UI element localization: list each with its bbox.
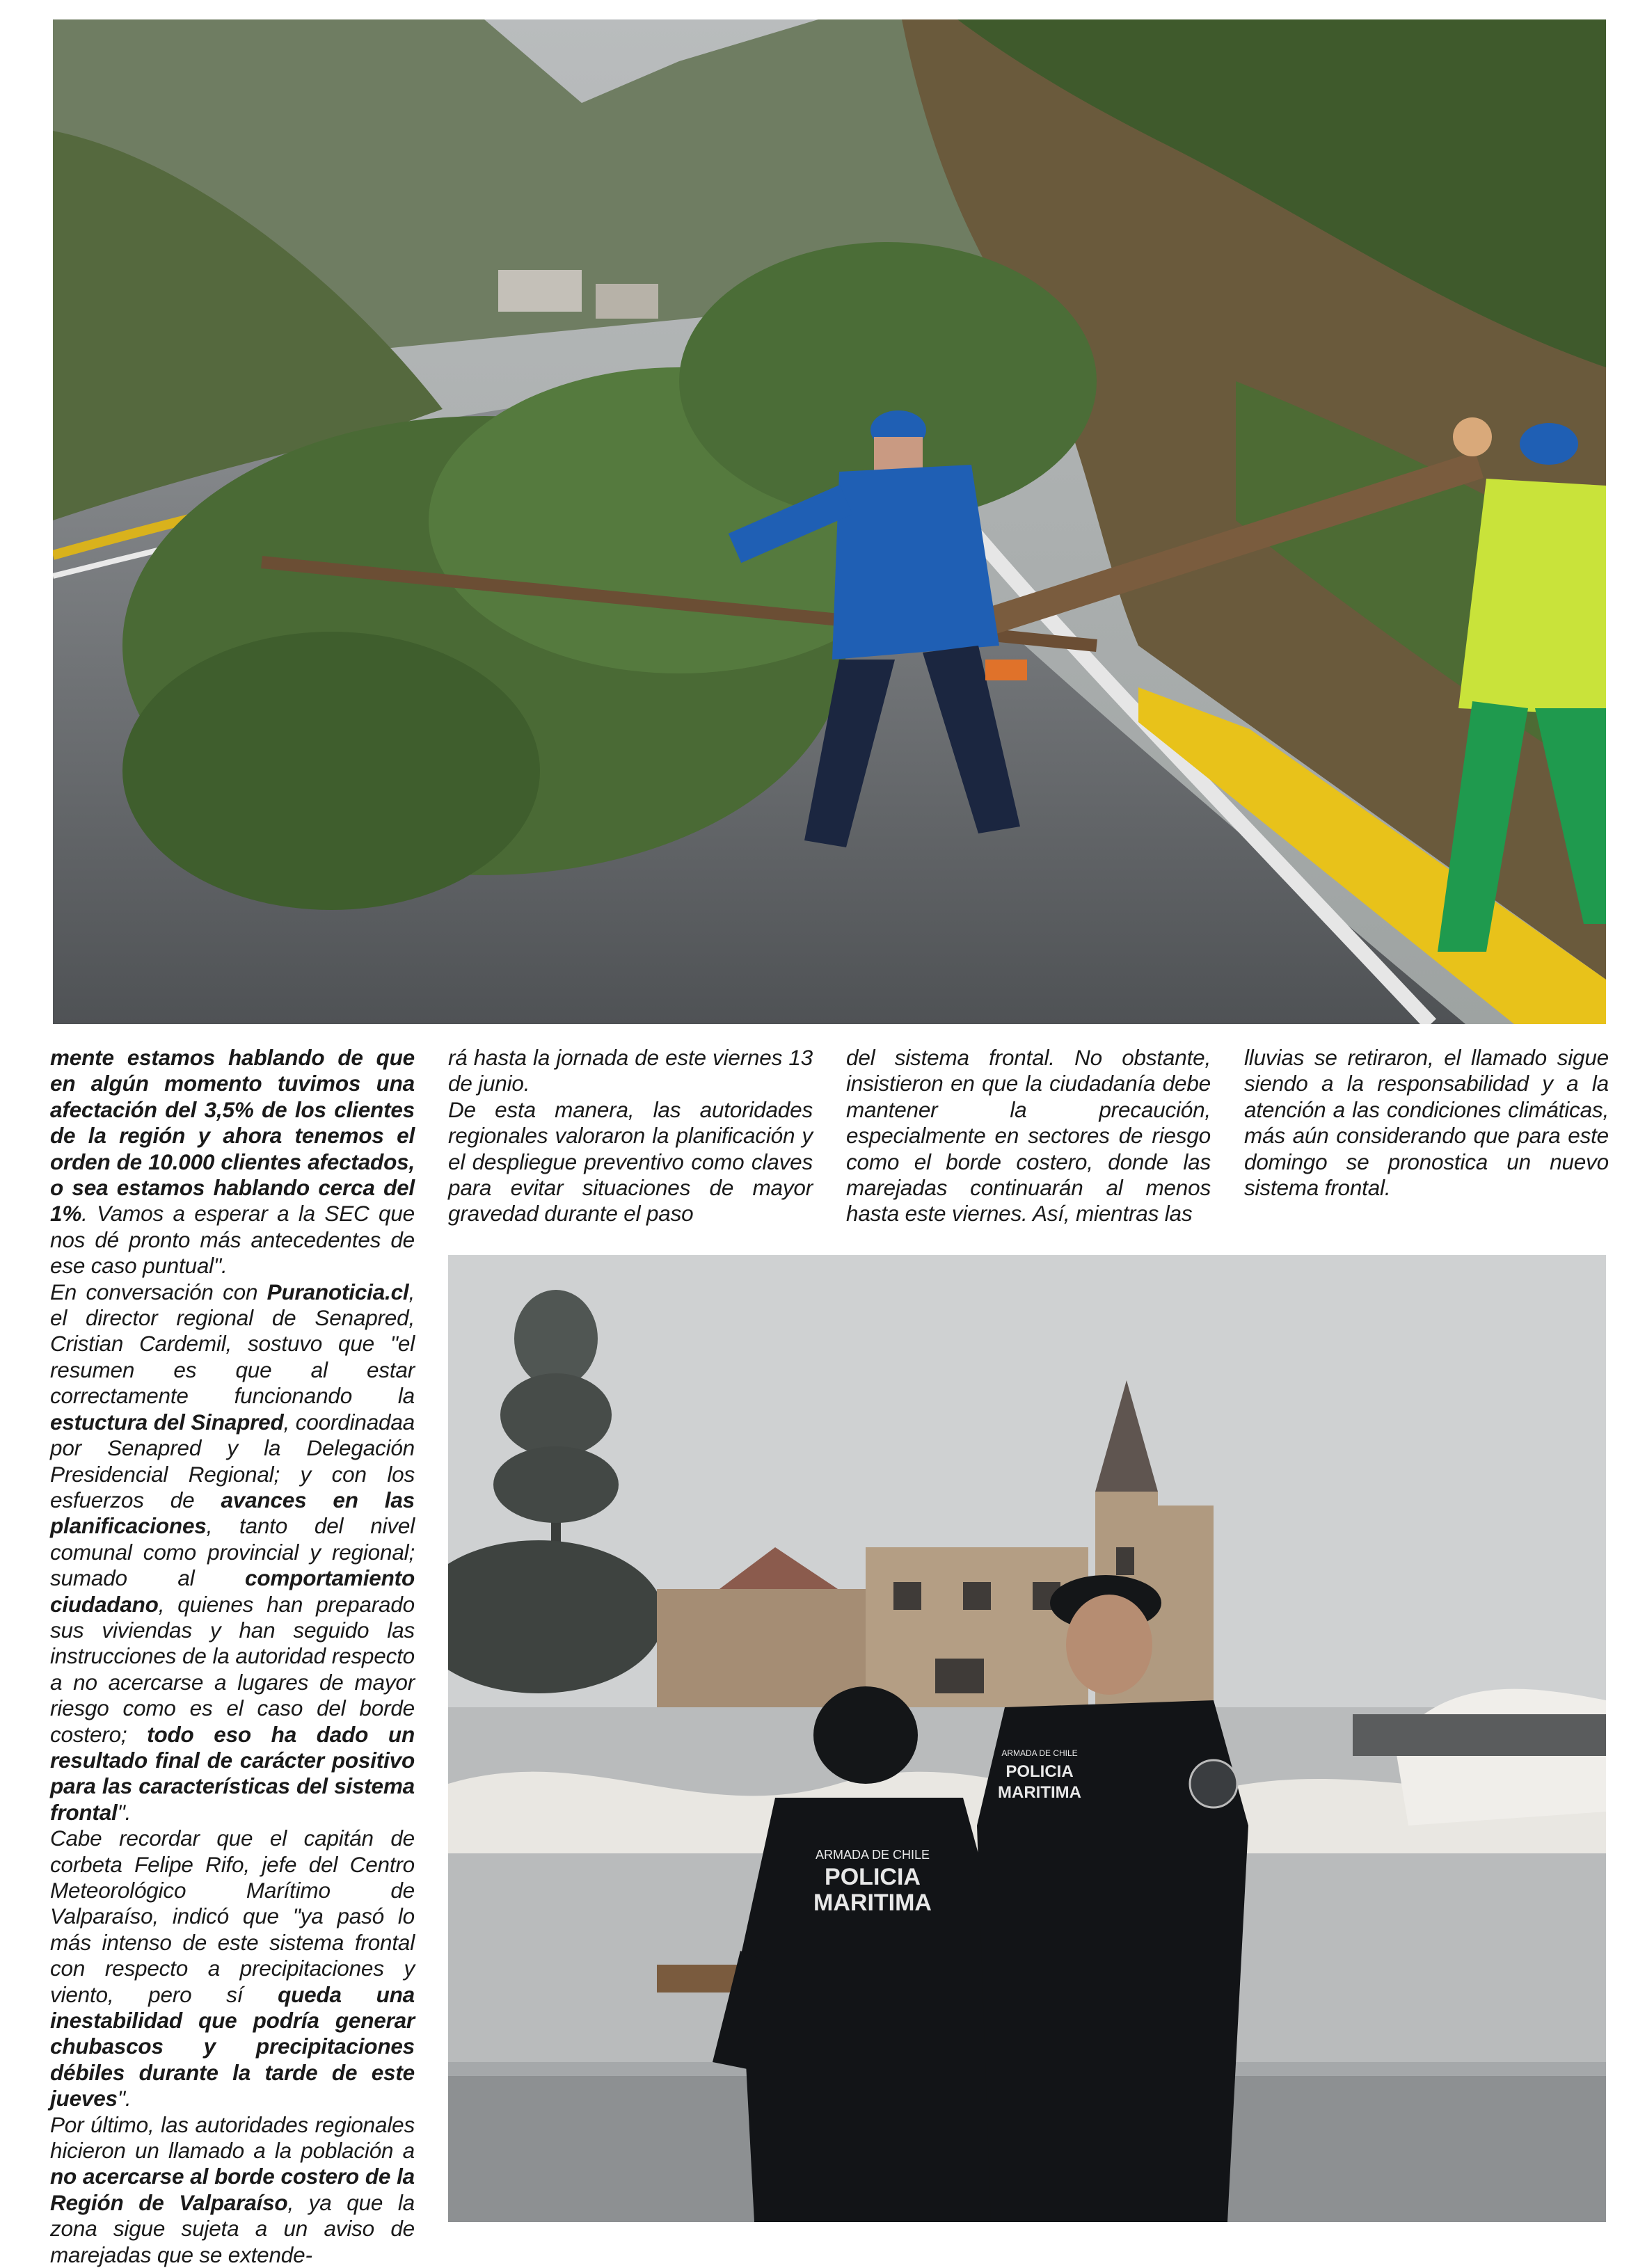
bold-text-run: queda una inestabilidad que podría generar chubascos y precipitaciones débiles durante la tarde de este jueves [50, 1981, 415, 2111]
article-paragraph [846, 1045, 1211, 1227]
text-run: , tanto del nivel comunal como provincial y regional; sumado al [50, 1513, 415, 1591]
article-paragraph [448, 1045, 813, 1097]
article-paragraph [50, 1826, 415, 2111]
text-run: , ya que la zona sigue sujeta a un aviso de marejadas que se extende- [50, 2189, 415, 2267]
article-column-1 [50, 1045, 415, 2268]
article-paragraph [50, 1045, 415, 1279]
bold-text-run: estuctura del Sinapred [50, 1409, 284, 1435]
article-paragraph [50, 2112, 415, 2268]
vest-back-line-1: ARMADA DE CHILE [815, 1848, 930, 1862]
text-run: rá hasta la jornada de este viernes 13 de junio. [448, 1045, 813, 1096]
text-run: , coordinadaa por Senapred y la Delegación Presidencial Regional; y con los esfuerzos de [50, 1409, 415, 1512]
bold-text-run: Puranoticia.cl [267, 1279, 409, 1304]
bold-text-run: no acercarse al borde costero de la Región de Valparaíso [50, 2164, 415, 2215]
text-run: del sistema frontal. No obstante, insistieron en que la ciudadanía debe mantener la precaución, especialmente en sectores de riesgo como el borde costero, donde las marejadas continuarán al menos hasta este viernes. Así, mientras las [846, 1045, 1211, 1227]
shoulder-patch [1190, 1760, 1237, 1807]
text-run: ". [117, 2086, 132, 2111]
text-run: De esta manera, las autoridades regionales valoraron la planificación y el despliegue preventivo como claves para evitar situaciones de mayor gravedad durante el paso [448, 1096, 813, 1227]
bottom-photo-illustration [448, 1255, 1606, 2222]
vest-front-line-1: ARMADA DE CHILE [1001, 1748, 1078, 1758]
top-photo-illustration [53, 19, 1606, 1024]
top-photo [53, 19, 1606, 1024]
text-run: . Vamos a esperar a la SEC que nos dé pronto más antecedentes de ese caso puntual". [50, 1201, 415, 1279]
bold-text-run: mente estamos hablando de que en algún momento tuvimos una afectación del 3,5% de los clientes de la región y ahora tenemos el orden de 10.000 clientes afectados, o sea estamos hablando cerca del 1% [50, 1045, 415, 1227]
bold-text-run: todo eso ha dado un resultado final de carácter positivo para las características del sistema frontal [50, 1721, 415, 1825]
text-run: Cabe recordar que el capitán de corbeta Felipe Rifo, jefe del Centro Meteorológico Marítimo de Valparaíso, indicó que "ya pasó lo más intenso de este sistema frontal con respecto a precipitaciones y viento, pero sí [50, 1826, 415, 2007]
article-column-3 [846, 1045, 1211, 1227]
bold-text-run: avances en las planificaciones [50, 1487, 415, 1539]
text-run: Por último, las autoridades regionales hicieron un llamado a la población a [50, 2111, 415, 2164]
vest-back-line-3: MARITIMA [813, 1890, 932, 1916]
vest-front-line-2: POLICIA [1005, 1762, 1074, 1781]
article-paragraph [1244, 1045, 1609, 1201]
bottom-photo [448, 1255, 1606, 2222]
article-paragraph [448, 1097, 813, 1227]
vest-back-line-2: POLICIA [825, 1864, 921, 1890]
text-run: En conversación con [50, 1279, 267, 1304]
article-paragraph [50, 1279, 415, 1826]
text-run: , el director regional de Senapred, Cristian Cardemil, sostuvo que "el resumen es que al estar correctamente funcionando la [50, 1279, 415, 1409]
article-column-4 [1244, 1045, 1609, 1201]
bold-text-run: comportamiento ciudadano [50, 1565, 415, 1617]
text-run: , quienes han preparado sus viviendas y han seguido las instrucciones de la autoridad respecto a no acercarse a lugares de mayor riesgo como es el caso del borde costero; [50, 1591, 415, 1747]
vest-front-line-3: MARITIMA [998, 1783, 1081, 1802]
text-run: lluvias se retiraron, el llamado sigue siendo a la responsabilidad y a la atención a las condiciones climáticas, más aún considerando que para este domingo se pronostica un nuevo sistema frontal. [1244, 1045, 1609, 1201]
article-column-2 [448, 1045, 813, 1227]
text-run: ". [117, 1799, 132, 1825]
